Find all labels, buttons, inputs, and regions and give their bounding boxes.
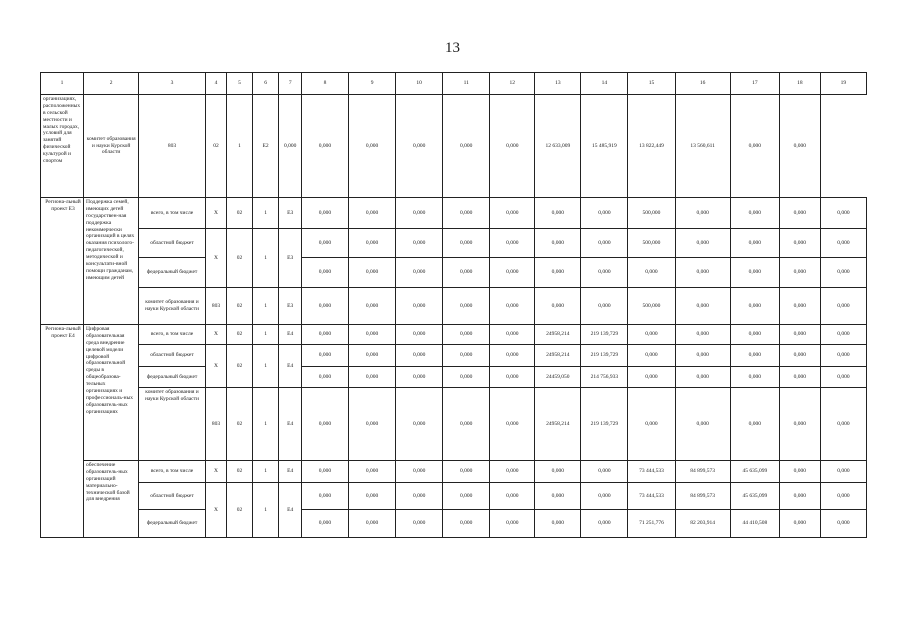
table-cell-col-11: 0,000 (443, 461, 490, 483)
table-cell-col-8: 0,000 (301, 258, 348, 288)
table-cell-col-14: 0,000 (581, 258, 628, 288)
header-cell: 19 (820, 73, 866, 95)
table-cell-col-10: 0,000 (396, 388, 443, 461)
table-cell-col-3: федеральный бюджет (139, 258, 206, 288)
table-cell-col-14: 219 139,729 (581, 325, 628, 345)
table-cell-col-8: 0,000 (301, 461, 348, 483)
table-cell-col-18: 0,000 (779, 325, 820, 345)
table-cell-col-4: Х (205, 483, 226, 538)
table-cell-col-5: 02 (227, 461, 253, 483)
table-cell-col-4: 803 (205, 388, 226, 461)
table-cell-col-19: 0,000 (779, 95, 820, 198)
table-cell-col-15: 500,000 (628, 288, 675, 325)
table-cell-col-19: 0,000 (820, 258, 866, 288)
table-cell-col-16: 13 822,449 (628, 95, 675, 198)
table-cell-col-11: 0,000 (443, 345, 490, 367)
table-cell-col-13: 0,000 (535, 288, 581, 325)
table-row-e4b-regional (41, 483, 867, 510)
table-cell-col-3: областной бюджет (139, 483, 206, 510)
table-cell-col-4: Х (205, 229, 226, 288)
table-cell-col-11: 0,000 (396, 95, 443, 198)
table-cell-col-17: 45 635,099 (730, 483, 779, 510)
table-cell-col-19: 0,000 (820, 198, 866, 229)
header-cell: 5 (227, 73, 253, 95)
table-cell-col-7: Е2 (252, 95, 279, 198)
table-cell-col-11: 0,000 (443, 388, 490, 461)
table-cell-col-17: 0,000 (730, 229, 779, 258)
table-cell-col-9: 0,000 (349, 325, 396, 345)
table-cell-col-8: 0,000 (301, 198, 348, 229)
table-cell-col-4: 803 (139, 95, 206, 198)
table-cell-col-19: 0,000 (820, 229, 866, 258)
table-cell-col-17: 13 560,611 (675, 95, 730, 198)
table-cell-col-12: 0,000 (490, 345, 535, 367)
table-cell-col-17: 0,000 (730, 388, 779, 461)
table-cell-col-10: 0,000 (396, 367, 443, 388)
table-cell-col-13: 0,000 (490, 95, 535, 198)
table-cell-col-9: 0,000 (349, 229, 396, 258)
table-cell-col-3: всего, в том числе (139, 461, 206, 483)
table-cell-col-14: 0,000 (581, 483, 628, 510)
table-cell-col-5: 02 (227, 325, 253, 345)
table-cell-col-9: 0,000 (301, 95, 348, 198)
table-cell-col-9: 0,000 (349, 483, 396, 510)
table-cell-col-6: 1 (252, 345, 279, 388)
table-cell-col-14: 0,000 (581, 198, 628, 229)
table-cell-col-6: 1 (252, 325, 279, 345)
table-cell-col-12: 0,000 (443, 95, 490, 198)
table-cell-col-14: 0,000 (581, 461, 628, 483)
table-cell-col-11: 0,000 (443, 288, 490, 325)
table-cell-col-10: 0,000 (396, 325, 443, 345)
table-cell-col-6: 1 (252, 388, 279, 461)
table-cell-col-9: 0,000 (349, 461, 396, 483)
table-cell-col-19: 0,000 (820, 325, 866, 345)
table-cell-col-9: 0,000 (349, 367, 396, 388)
table-cell-col-3: федеральный бюджет (139, 510, 206, 538)
table-cell-col-16: 0,000 (675, 258, 730, 288)
table-cell-col-3: федеральный бюджет (139, 367, 206, 388)
table-cell-col-16: 0,000 (675, 325, 730, 345)
table-cell-col-7: Е4 (279, 388, 302, 461)
table-cell-col-12: 0,000 (490, 258, 535, 288)
table-cell-col-8: 0,000 (279, 95, 302, 198)
table-cell-col-10: 0,000 (396, 461, 443, 483)
table-cell-col-7: Е4 (279, 345, 302, 388)
table-cell-col-4: 803 (205, 288, 226, 325)
table-cell-col-9: 0,000 (349, 345, 396, 367)
table-cell-col-13: 24459,050 (535, 367, 581, 388)
table-cell-col-6: 1 (252, 483, 279, 538)
table-cell-col-2: Поддержка семей, имеющих детей государствен-ная поддержка некоммерчески организаций в целях оказания психолого-педагогической, методической и консультати-вной помощи гражданам, имеющим детей (83, 198, 138, 325)
table-cell-col-11: 0,000 (443, 325, 490, 345)
table-cell-col-18: 0,000 (779, 367, 820, 388)
table-cell-col-12: 0,000 (490, 288, 535, 325)
table-cell-col-11: 0,000 (443, 510, 490, 538)
table-cell-col-14: 0,000 (581, 229, 628, 258)
table-cell-col-11: 0,000 (443, 367, 490, 388)
table-cell-col-5: 02 (227, 345, 253, 388)
table-cell-col-10: 0,000 (396, 510, 443, 538)
table-cell-col-2: организациях, расположенных в сельской местности и малых городах, условий для занятий физической культурой и спортом (41, 95, 84, 198)
table-cell-col-15: 0,000 (628, 388, 675, 461)
table-cell-col-14: 214 756,933 (581, 367, 628, 388)
header-cell: 1 (41, 73, 84, 95)
header-cell: 12 (490, 73, 535, 95)
table-cell-col-15: 0,000 (628, 325, 675, 345)
table-cell-col-14: 219 139,729 (581, 345, 628, 367)
table-cell-col-2: Цифровая образовательная среда внедрение целевой модели цифровой образовательной среды в общеобразова-тельных организациях и профессиональ-ных образователь-ных организациях (83, 325, 138, 461)
table-cell-col-14: 12 633,009 (535, 95, 581, 198)
table-cell-col-14: 219 139,729 (581, 388, 628, 461)
header-cell: 2 (83, 73, 138, 95)
table-cell-col-17: 45 635,099 (730, 461, 779, 483)
table-cell-col-3: всего, в том числе (139, 198, 206, 229)
table-cell-col-9: 0,000 (349, 288, 396, 325)
table-row-e3-total (41, 198, 867, 229)
table-cell-col-15: 500,000 (628, 229, 675, 258)
table-cell-col-3: комитет образования и науки Курской области (83, 95, 138, 198)
table-cell-col-5: 02 (205, 95, 226, 198)
table-cell-col-12: 0,000 (490, 367, 535, 388)
table-cell-col-16: 84 899,573 (675, 461, 730, 483)
page-number: 13 (445, 40, 460, 56)
table-cell-col-12: 0,000 (490, 388, 535, 461)
table-cell-col-10: 0,000 (396, 258, 443, 288)
budget-table (40, 72, 867, 538)
table-cell-col-16: 0,000 (675, 288, 730, 325)
table-cell-col-10: 0,000 (396, 345, 443, 367)
table-row-e4-committee (41, 388, 867, 461)
table-cell-col-18: 0,000 (779, 345, 820, 367)
table-cell-col-18: 0,000 (779, 510, 820, 538)
header-cell: 15 (628, 73, 675, 95)
header-cell: 3 (139, 73, 206, 95)
table-cell-col-5: 02 (227, 288, 253, 325)
table-cell-col-7: Е3 (279, 229, 302, 288)
header-cell: 17 (730, 73, 779, 95)
table-cell-col-3: областной бюджет (139, 345, 206, 367)
table-cell-col-19: 0,000 (820, 483, 866, 510)
table-cell-col-15: 0,000 (628, 367, 675, 388)
table-cell-col-5: 02 (227, 198, 253, 229)
table-cell-col-5: 02 (227, 229, 253, 288)
table-cell-col-13: 24958,214 (535, 345, 581, 367)
table-cell-col-9: 0,000 (349, 388, 396, 461)
table-cell-col-15: 73 444,533 (628, 483, 675, 510)
table-cell-col-16: 0,000 (675, 367, 730, 388)
table-cell-col-12: 0,000 (490, 483, 535, 510)
table-cell-col-11: 0,000 (443, 229, 490, 258)
table-cell-col-19: 0,000 (820, 288, 866, 325)
table-cell-col-15: 0,000 (628, 345, 675, 367)
table-cell-col-9: 0,000 (349, 198, 396, 229)
header-cell: 11 (443, 73, 490, 95)
table-cell-col-16: 0,000 (675, 388, 730, 461)
table-cell-col-7: Е3 (279, 288, 302, 325)
table-cell-col-19: 0,000 (820, 367, 866, 388)
table-cell-col-12: 0,000 (490, 461, 535, 483)
table-cell-col-2: обеспечение образователь-ных организаций материально-технической базой для внедрения (83, 461, 138, 538)
table-row-e3-federal (41, 258, 867, 288)
table-cell-col-18: 0,000 (730, 95, 779, 198)
table-cell-col-6: 1 (252, 288, 279, 325)
table-row-e3-committee (41, 288, 867, 325)
header-cell: 8 (301, 73, 348, 95)
table-cell-col-9: 0,000 (349, 510, 396, 538)
table-cell-col-12: 0,000 (490, 510, 535, 538)
table-cell-col-13: 0,000 (535, 229, 581, 258)
table-cell-col-7: Е3 (279, 198, 302, 229)
table-cell-col-8: 0,000 (301, 229, 348, 258)
table-row-e4-federal (41, 367, 867, 388)
table-cell-col-13: 0,000 (535, 510, 581, 538)
header-cell: 18 (779, 73, 820, 95)
table-row-e4b-total (41, 461, 867, 483)
table-cell-col-10: 0,000 (396, 198, 443, 229)
header-cell: 6 (252, 73, 279, 95)
table-cell-col-8: 0,000 (301, 288, 348, 325)
header-cell: 7 (279, 73, 302, 95)
table-cell-col-17: 0,000 (730, 345, 779, 367)
header-row (41, 73, 867, 95)
table-cell-col-19: 0,000 (820, 388, 866, 461)
table-cell-col-14: 0,000 (581, 510, 628, 538)
table-cell-col-18: 0,000 (779, 461, 820, 483)
table-cell-col-8: 0,000 (301, 510, 348, 538)
table-cell-col-12: 0,000 (490, 325, 535, 345)
table-cell-col-18: 0,000 (779, 198, 820, 229)
table-cell-col-7: Е4 (279, 325, 302, 345)
header-cell: 13 (535, 73, 581, 95)
table-cell-col-11: 0,000 (443, 258, 490, 288)
table-cell-col-10: 0,000 (396, 229, 443, 258)
table-cell-col-4: Х (205, 325, 226, 345)
table-cell-col-4: Х (205, 198, 226, 229)
table-cell-col-5: 02 (227, 483, 253, 538)
table-cell-col-18: 0,000 (779, 288, 820, 325)
table-cell-col-15: 15 485,919 (581, 95, 628, 198)
table-cell-col-3: областной бюджет (139, 229, 206, 258)
table-cell-col-8: 0,000 (301, 345, 348, 367)
table-cell-col-10: 0,000 (396, 483, 443, 510)
table-cell-col-18: 0,000 (779, 483, 820, 510)
table-cell-col-13: 0,000 (535, 483, 581, 510)
table-cell-col-17: 0,000 (730, 367, 779, 388)
table-cell-col-10: 0,000 (349, 95, 396, 198)
table-cell-col-3: всего, в том числе (139, 325, 206, 345)
table-cell-col-16: 0,000 (675, 198, 730, 229)
table-cell-col-19: 0,000 (820, 510, 866, 538)
table-cell-col-13: 0,000 (535, 198, 581, 229)
table-cell-col-13: 0,000 (535, 258, 581, 288)
table-cell-col-8: 0,000 (301, 388, 348, 461)
table-cell-col-11: 0,000 (443, 198, 490, 229)
header-cell: 9 (349, 73, 396, 95)
table-cell-col-18: 0,000 (779, 388, 820, 461)
table-cell-col-17: 0,000 (730, 325, 779, 345)
table-cell-col-13: 24958,214 (535, 325, 581, 345)
table-cell-col-16: 84 899,573 (675, 483, 730, 510)
table-cell-col-17: 0,000 (730, 198, 779, 229)
header-cell: 16 (675, 73, 730, 95)
table-cell-col-9: 0,000 (349, 258, 396, 288)
table-cell-col-4: Х (205, 461, 226, 483)
header-cell: 10 (396, 73, 443, 95)
table-cell-col-10: 0,000 (396, 288, 443, 325)
table-cell-col-17: 0,000 (730, 258, 779, 288)
table-cell-col-18: 0,000 (779, 258, 820, 288)
table-cell-col-4: Х (205, 345, 226, 388)
table-row-e4b-federal (41, 510, 867, 538)
table-cell-col-8: 0,000 (301, 325, 348, 345)
table-cell-col-15: 0,000 (628, 258, 675, 288)
table-cell-col-7: Е4 (279, 461, 302, 483)
table-cell-col-11: 0,000 (443, 483, 490, 510)
table-cell-col-6: 1 (252, 198, 279, 229)
table-cell-col-1: Регионa-льный проект Е3 (41, 198, 84, 325)
table-row-e4-regional (41, 345, 867, 367)
table-row-e4-total (41, 325, 867, 345)
table-cell-col-5: 02 (227, 388, 253, 461)
table-cell-col-16: 0,000 (675, 229, 730, 258)
table-cell-col-15: 500,000 (628, 198, 675, 229)
table-row-e3-regional (41, 229, 867, 258)
table-cell-col-13: 24958,214 (535, 388, 581, 461)
table-cell-col-15: 71 251,776 (628, 510, 675, 538)
table-cell-col-1: Регионa-льный проект Е4 (41, 325, 84, 538)
header-cell: 14 (581, 73, 628, 95)
table-row-c1 (41, 95, 867, 198)
table-cell-col-6: 1 (252, 461, 279, 483)
table-cell-col-15: 73 444,533 (628, 461, 675, 483)
table-cell-col-8: 0,000 (301, 367, 348, 388)
table-cell-col-12: 0,000 (490, 229, 535, 258)
table-cell-col-3: комитет образования и науки Курской области (139, 388, 206, 461)
table-cell-col-18: 0,000 (779, 229, 820, 258)
table-cell-col-8: 0,000 (301, 483, 348, 510)
table-cell-col-12: 0,000 (490, 198, 535, 229)
table-cell-col-13: 0,000 (535, 461, 581, 483)
table-cell-col-16: 82 203,914 (675, 510, 730, 538)
table-cell-col-16: 0,000 (675, 345, 730, 367)
table-cell-col-14: 0,000 (581, 288, 628, 325)
table-cell-col-6: 1 (227, 95, 253, 198)
table-cell-col-6: 1 (252, 229, 279, 288)
table-cell-col-19: 0,000 (820, 345, 866, 367)
table-cell-col-3: комитет образования и науки Курской области (139, 288, 206, 325)
header-cell: 4 (205, 73, 226, 95)
table-cell-col-19: 0,000 (820, 461, 866, 483)
table-cell-col-17: 0,000 (730, 288, 779, 325)
table-cell-col-17: 44 410,508 (730, 510, 779, 538)
table-cell-col-7: Е4 (279, 483, 302, 538)
